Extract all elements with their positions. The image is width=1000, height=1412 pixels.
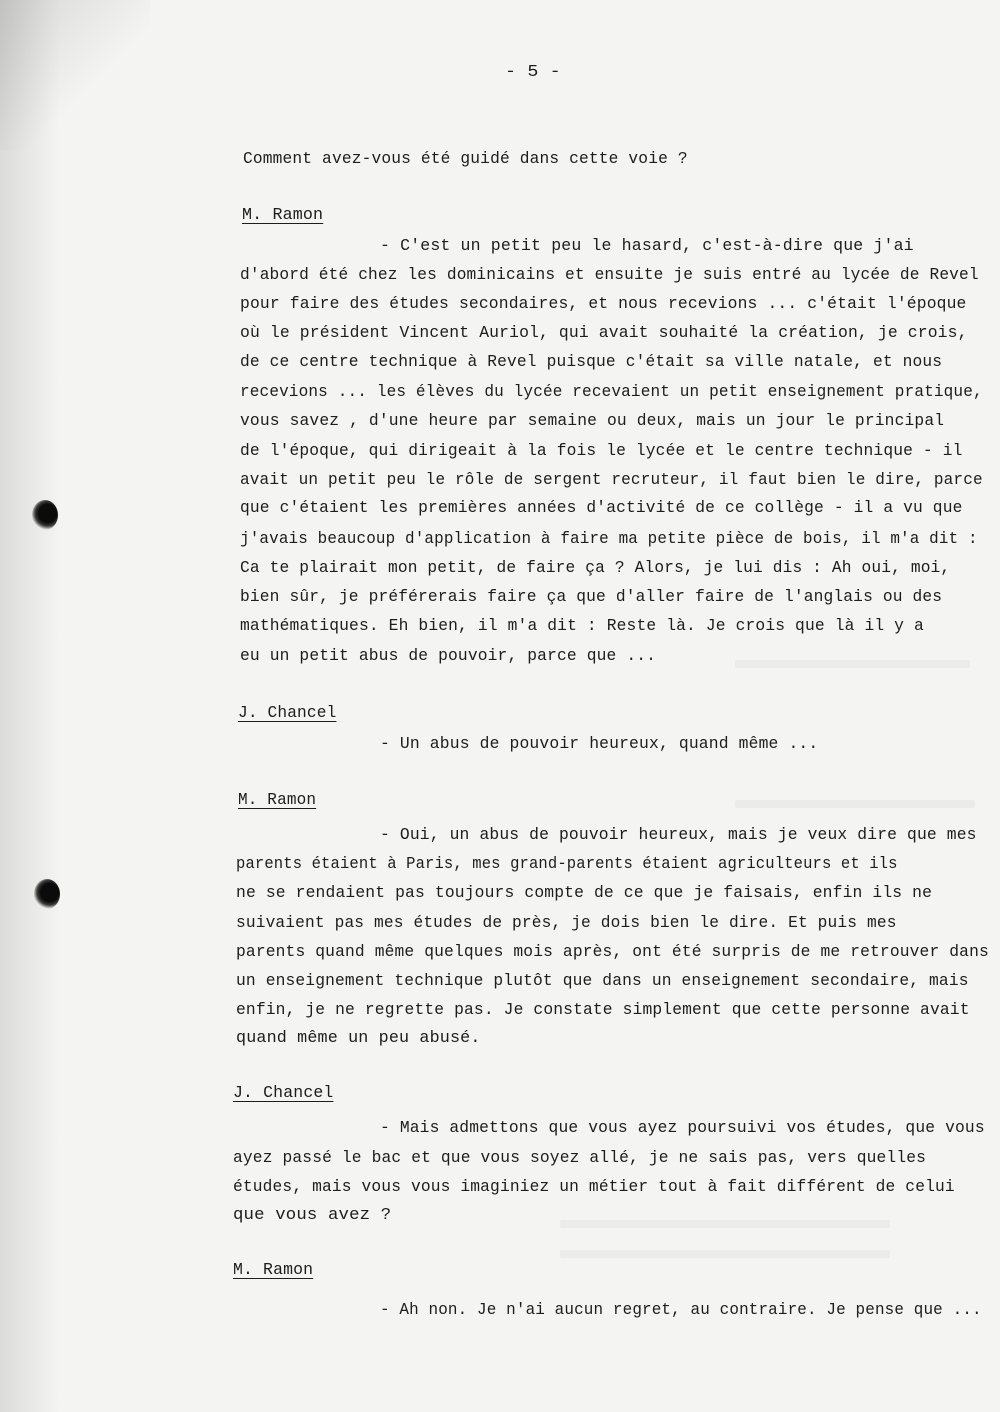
text-line: recevions ... les élèves du lycée recevaient un petit enseignement pratique, [240, 383, 983, 402]
question-line: Comment avez-vous été guidé dans cette voie ? [243, 150, 688, 169]
speaker-label: M. Ramon [233, 1261, 314, 1280]
speaker-label: J. Chancel [238, 704, 337, 723]
text-line: études, mais vous vous imaginiez un métier tout à fait différent de celui [233, 1178, 955, 1197]
text-line: suivaient pas mes études de près, je dois bien le dire. Et puis mes [236, 914, 897, 933]
text-line: bien sûr, je préférerais faire ça que d'aller faire de l'anglais ou des [240, 588, 943, 607]
text-line: eu un petit abus de pouvoir, parce que ... [240, 647, 657, 666]
text-line: - Oui, un abus de pouvoir heureux, mais je veux dire que mes [380, 826, 977, 845]
text-line: de l'époque, qui dirigeait à la fois le lycée et le centre technique - il [240, 442, 963, 461]
text-line: - Mais admettons que vous ayez poursuivi vos études, que vous [380, 1119, 985, 1138]
text-line: pour faire des études secondaires, et nous recevions ... c'était l'époque [240, 295, 967, 314]
text-line: d'abord été chez les dominicains et ensuite je suis entré au lycée de Revel [240, 266, 979, 285]
text-line: - C'est un petit peu le hasard, c'est-à-dire que j'ai [380, 237, 914, 256]
text-line: parents étaient à Paris, mes grand-parents étaient agriculteurs et ils [236, 855, 898, 874]
text-line: de ce centre technique à Revel puisque c'était sa ville natale, et nous [240, 353, 943, 372]
text-line: - Un abus de pouvoir heureux, quand même ... [380, 735, 819, 754]
text-line: Ca te plairait mon petit, de faire ça ? Alors, je lui dis : Ah oui, moi, [240, 559, 951, 578]
page-number: - 5 - [505, 63, 561, 82]
text-line: quand même un peu abusé. [236, 1029, 481, 1048]
text-line: un enseignement technique plutôt que dans un enseignement secondaire, mais [236, 972, 969, 991]
text-line: j'avais beaucoup d'application à faire ma petite pièce de bois, il m'a dit : [240, 530, 978, 549]
show-through-mark [735, 660, 970, 668]
show-through-mark [735, 800, 975, 808]
speaker-label: M. Ramon [238, 791, 317, 810]
text-line: - Ah non. Je n'ai aucun regret, au contraire. Je pense que ... [380, 1301, 982, 1320]
text-line: parents quand même quelques mois après, ont été surpris de me retrouver dans [236, 943, 989, 962]
show-through-mark [560, 1220, 890, 1228]
page-edge-shadow [0, 0, 60, 1412]
show-through-mark [560, 1250, 890, 1258]
text-line: ayez passé le bac et que vous soyez allé, je ne sais pas, vers quelles [233, 1149, 927, 1168]
text-line: que vous avez ? [233, 1206, 392, 1225]
text-line: vous savez , d'une heure par semaine ou deux, mais un jour le principal [240, 412, 945, 431]
speaker-label: J. Chancel [233, 1084, 334, 1103]
speaker-label: M. Ramon [242, 206, 324, 225]
punch-hole-icon [32, 500, 58, 530]
text-line: avait un petit peu le rôle de sergent recruteur, il faut bien le dire, parce [240, 471, 983, 490]
text-line: que c'étaient les premières années d'activité de ce collège - il a vu que [240, 499, 963, 518]
text-line: où le président Vincent Auriol, qui avait souhaité la création, je crois, [240, 324, 968, 343]
page-corner-fold [0, 0, 150, 150]
text-line: mathématiques. Eh bien, il m'a dit : Reste là. Je crois que là il y a [240, 617, 924, 636]
text-line: ne se rendaient pas toujours compte de ce que je faisais, enfin ils ne [236, 884, 933, 903]
text-line: enfin, je ne regrette pas. Je constate simplement que cette personne avait [236, 1001, 970, 1020]
punch-hole-icon [34, 879, 60, 909]
